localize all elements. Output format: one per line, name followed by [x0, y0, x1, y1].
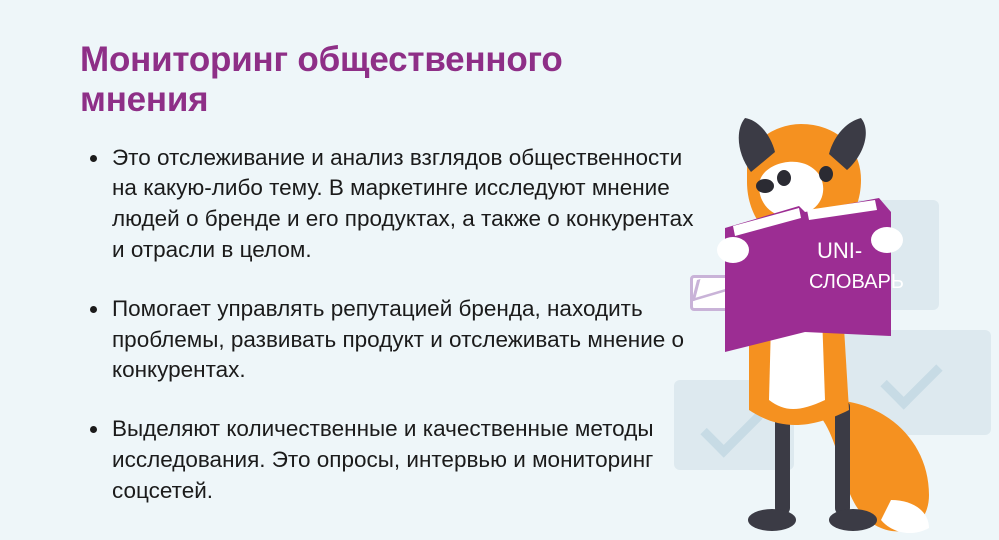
list-item: Помогает управлять репутацией бренда, находить проблемы, развивать продукт и отслеживать мнение о конкурентах. — [80, 294, 700, 386]
page-title: Мониторинг общественного мнения — [80, 40, 563, 120]
bullet-list — [80, 143, 700, 507]
svg-text:UNI-: UNI- — [817, 238, 863, 263]
list-item: Выделяют количественные и качественные методы исследования. Это опросы, интервью и мониторинг соцсетей. — [80, 414, 700, 506]
svg-text:СЛОВАРЬ: СЛОВАРЬ — [809, 271, 904, 293]
list-item: Это отслеживание и анализ взглядов общественности на какую-либо тему. В маркетинге исследуют мнение людей о бренде и его продуктах, а также о конкурентах и отрасли в целом. — [80, 143, 700, 266]
fox-mascot-illustration — [629, 100, 959, 540]
